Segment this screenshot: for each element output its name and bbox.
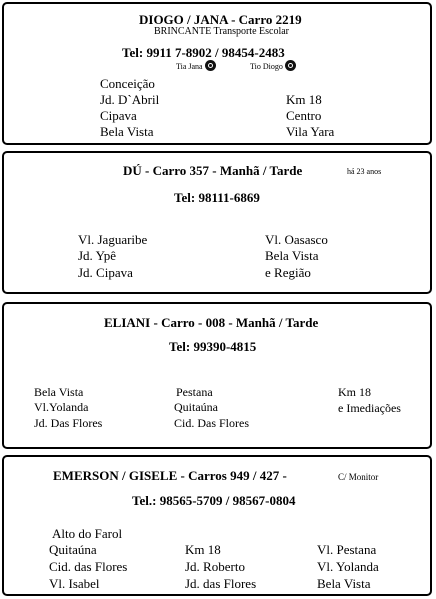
card-title: ELIANI - Carro - 008 - Manhã / Tarde [104, 315, 319, 330]
region-item: Vl. Yolanda [317, 559, 379, 574]
contact-label: Tio Diogo [250, 62, 283, 71]
region-item: Jd. Roberto [185, 559, 245, 574]
region-item: Cid. Das Flores [174, 416, 249, 430]
region-item: Cipava [100, 108, 137, 123]
card-du [2, 151, 432, 294]
region-item: Bela Vista [265, 248, 319, 263]
region-item: Quitaúna [49, 542, 97, 557]
region-item: e Região [265, 265, 311, 280]
region-item: Km 18 [338, 385, 371, 399]
region-item: Bela Vista [317, 576, 371, 591]
contact-tia-jana [176, 60, 216, 71]
region-item: Bela Vista [34, 385, 84, 399]
region-item: e Imediações [338, 401, 401, 415]
region-item: Vl. Oasasco [265, 232, 328, 247]
region-item: Vl. Isabel [49, 576, 100, 591]
region-item: Conceição [100, 76, 155, 91]
region-item: Centro [286, 108, 322, 123]
region-item: Cid. das Flores [49, 559, 128, 574]
card-note: C/ Monitor [338, 472, 379, 482]
phone-numbers: Tel: 9911 7-8902 / 98454-2483 [122, 45, 285, 60]
region-item: Vl. Jaguaribe [78, 232, 148, 247]
card-title: EMERSON / GISELE - Carros 949 / 427 - [53, 468, 287, 483]
card-eliani [2, 302, 432, 449]
region-item: Km 18 [286, 92, 322, 107]
region-item: Km 18 [185, 542, 221, 557]
region-item: Pestana [176, 385, 213, 399]
region-item: Bela Vista [100, 124, 154, 139]
phone-numbers: Tel: 98111-6869 [174, 190, 260, 205]
region-item: Quitaúna [174, 400, 218, 414]
phone-numbers: Tel: 99390-4815 [169, 339, 257, 354]
whatsapp-icon [285, 60, 296, 71]
region-item: Jd. Cipava [78, 265, 133, 280]
whatsapp-icon [205, 60, 216, 71]
region-item: Vl.Yolanda [34, 400, 89, 414]
region-item: Vl. Pestana [317, 542, 377, 557]
card-note: há 23 anos [347, 167, 382, 176]
region-item: Jd. Ypê [78, 248, 117, 263]
region-item: Jd. das Flores [185, 576, 257, 591]
card-title: DIOGO / JANA - Carro 2219 [139, 12, 302, 27]
card-emerson-gisele [2, 455, 432, 596]
region-item: Vila Yara [286, 124, 335, 139]
card-subtitle: BRINCANTE Transporte Escolar [154, 26, 289, 37]
contact-tio-diogo [250, 60, 296, 71]
card-title: DÚ - Carro 357 - Manhã / Tarde [123, 163, 303, 178]
phone-numbers: Tel.: 98565-5709 / 98567-0804 [132, 493, 296, 508]
region-item: Jd. Das Flores [34, 416, 103, 430]
region-item: Alto do Farol [52, 526, 123, 541]
card-diogo-jana [2, 2, 432, 145]
contact-label: Tia Jana [176, 62, 203, 71]
region-item: Jd. D`Abril [100, 92, 160, 107]
